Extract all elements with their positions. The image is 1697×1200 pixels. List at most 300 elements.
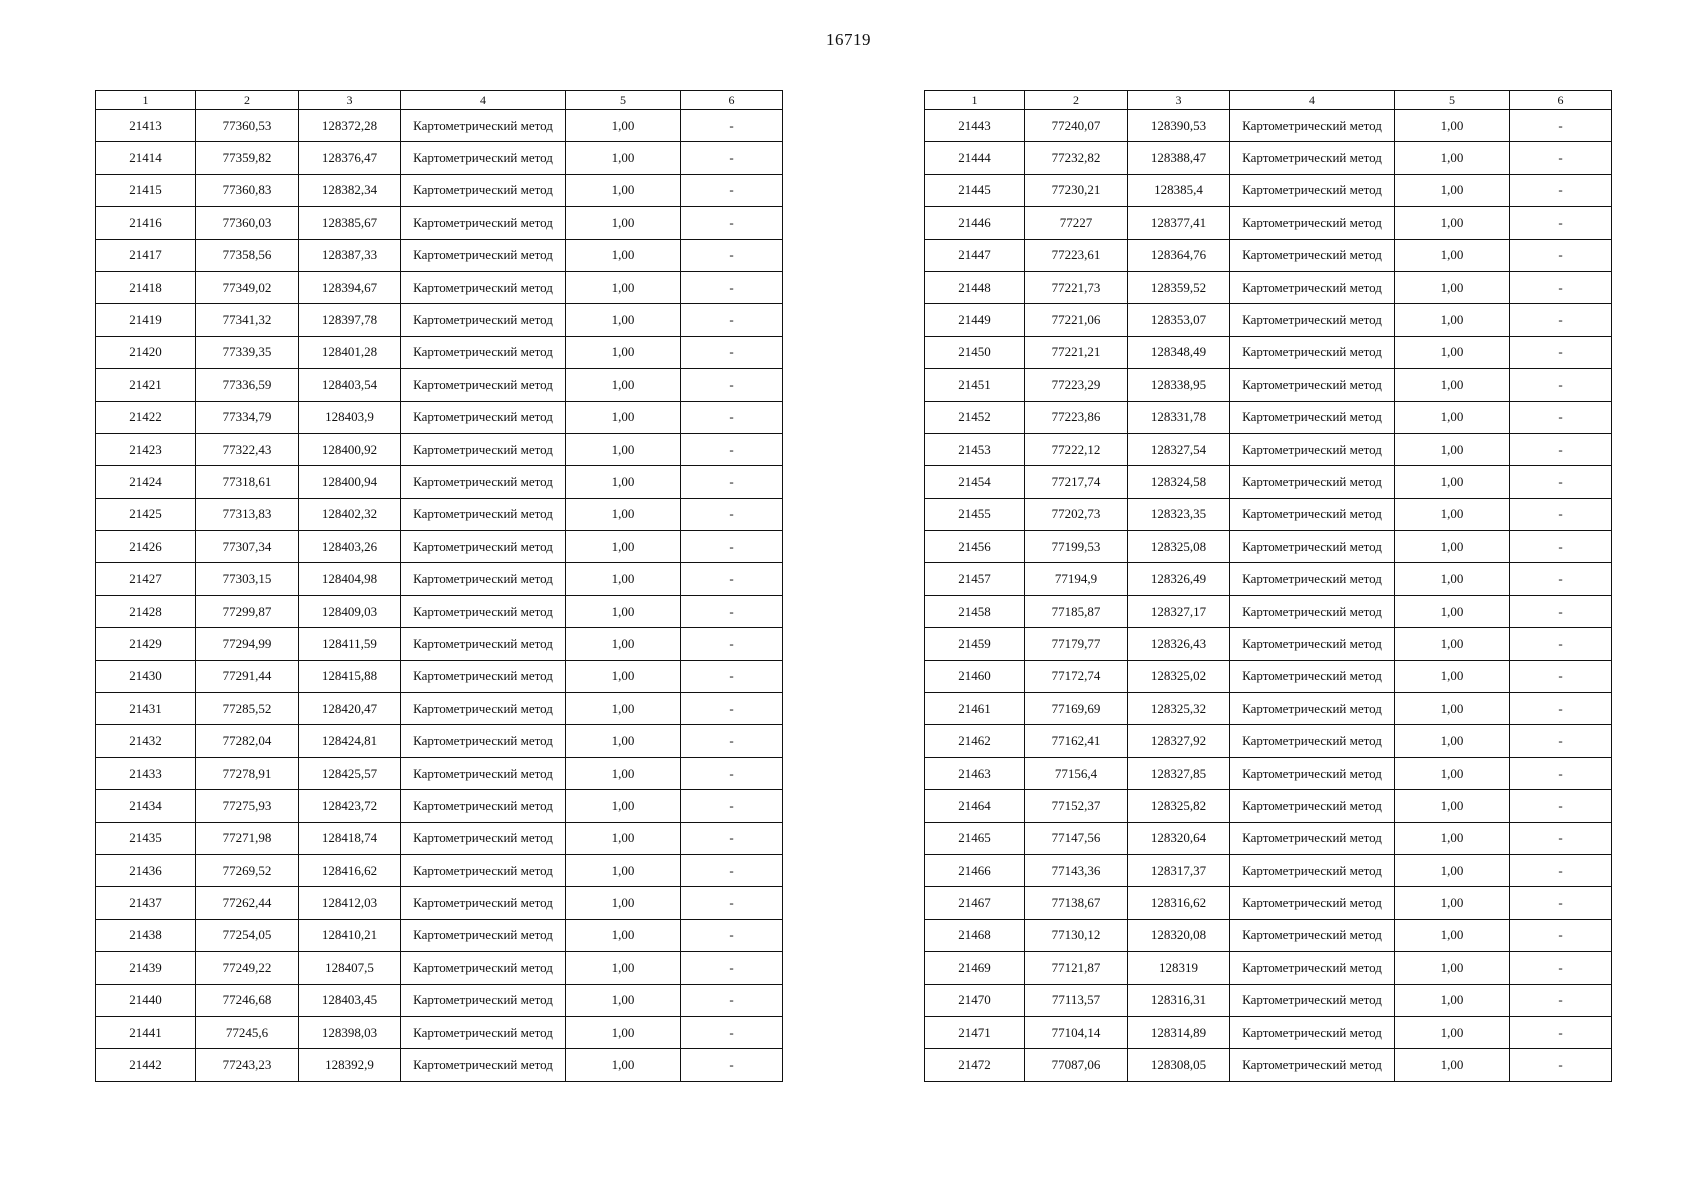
x-coordinate-cell: 77221,06 xyxy=(1025,304,1128,336)
method-cell: Картометрический метод xyxy=(401,142,566,174)
table-row xyxy=(96,466,783,498)
x-coordinate-cell: 77322,43 xyxy=(196,433,299,465)
point-number-cell: 21419 xyxy=(96,304,196,336)
accuracy-cell: 1,00 xyxy=(566,304,681,336)
point-number-cell: 21434 xyxy=(96,790,196,822)
x-coordinate-cell: 77223,61 xyxy=(1025,239,1128,271)
y-coordinate-cell: 128323,35 xyxy=(1128,498,1230,530)
x-coordinate-cell: 77162,41 xyxy=(1025,725,1128,757)
y-coordinate-cell: 128403,9 xyxy=(299,401,401,433)
column-header: 4 xyxy=(401,91,566,110)
description-cell: - xyxy=(681,919,783,951)
point-number-cell: 21460 xyxy=(925,660,1025,692)
point-number-cell: 21451 xyxy=(925,369,1025,401)
description-cell: - xyxy=(1510,174,1612,206)
method-cell: Картометрический метод xyxy=(1230,595,1395,627)
point-number-cell: 21446 xyxy=(925,207,1025,239)
point-number-cell: 21453 xyxy=(925,433,1025,465)
point-number-cell: 21435 xyxy=(96,822,196,854)
y-coordinate-cell: 128325,02 xyxy=(1128,660,1230,692)
x-coordinate-cell: 77138,67 xyxy=(1025,887,1128,919)
x-coordinate-cell: 77360,53 xyxy=(196,110,299,142)
description-cell: - xyxy=(681,207,783,239)
table-row xyxy=(925,142,1612,174)
method-cell: Картометрический метод xyxy=(1230,660,1395,692)
accuracy-cell: 1,00 xyxy=(566,498,681,530)
column-header: 1 xyxy=(96,91,196,110)
y-coordinate-cell: 128425,57 xyxy=(299,757,401,789)
point-number-cell: 21462 xyxy=(925,725,1025,757)
y-coordinate-cell: 128327,17 xyxy=(1128,595,1230,627)
x-coordinate-cell: 77156,4 xyxy=(1025,757,1128,789)
accuracy-cell: 1,00 xyxy=(1395,304,1510,336)
point-number-cell: 21449 xyxy=(925,304,1025,336)
y-coordinate-cell: 128327,92 xyxy=(1128,725,1230,757)
y-coordinate-cell: 128401,28 xyxy=(299,336,401,368)
y-coordinate-cell: 128403,54 xyxy=(299,369,401,401)
accuracy-cell: 1,00 xyxy=(1395,919,1510,951)
description-cell: - xyxy=(681,433,783,465)
y-coordinate-cell: 128327,54 xyxy=(1128,433,1230,465)
accuracy-cell: 1,00 xyxy=(566,174,681,206)
description-cell: - xyxy=(681,1049,783,1081)
accuracy-cell: 1,00 xyxy=(566,110,681,142)
table-row xyxy=(925,110,1612,142)
point-number-cell: 21422 xyxy=(96,401,196,433)
table-row xyxy=(925,757,1612,789)
accuracy-cell: 1,00 xyxy=(1395,887,1510,919)
x-coordinate-cell: 77223,86 xyxy=(1025,401,1128,433)
table-row xyxy=(96,919,783,951)
accuracy-cell: 1,00 xyxy=(566,854,681,886)
description-cell: - xyxy=(681,466,783,498)
y-coordinate-cell: 128385,4 xyxy=(1128,174,1230,206)
accuracy-cell: 1,00 xyxy=(1395,466,1510,498)
description-cell: - xyxy=(1510,628,1612,660)
coordinates-table-right xyxy=(924,90,1612,1082)
point-number-cell: 21414 xyxy=(96,142,196,174)
accuracy-cell: 1,00 xyxy=(1395,433,1510,465)
accuracy-cell: 1,00 xyxy=(566,790,681,822)
description-cell: - xyxy=(1510,887,1612,919)
x-coordinate-cell: 77275,93 xyxy=(196,790,299,822)
column-header: 4 xyxy=(1230,91,1395,110)
point-number-cell: 21452 xyxy=(925,401,1025,433)
accuracy-cell: 1,00 xyxy=(1395,336,1510,368)
method-cell: Картометрический метод xyxy=(401,401,566,433)
x-coordinate-cell: 77227 xyxy=(1025,207,1128,239)
y-coordinate-cell: 128411,59 xyxy=(299,628,401,660)
y-coordinate-cell: 128407,5 xyxy=(299,952,401,984)
method-cell: Картометрический метод xyxy=(401,369,566,401)
x-coordinate-cell: 77299,87 xyxy=(196,595,299,627)
point-number-cell: 21468 xyxy=(925,919,1025,951)
x-coordinate-cell: 77303,15 xyxy=(196,563,299,595)
x-coordinate-cell: 77169,69 xyxy=(1025,693,1128,725)
x-coordinate-cell: 77147,56 xyxy=(1025,822,1128,854)
y-coordinate-cell: 128319 xyxy=(1128,952,1230,984)
point-number-cell: 21424 xyxy=(96,466,196,498)
table-row xyxy=(925,433,1612,465)
table-row xyxy=(96,693,783,725)
y-coordinate-cell: 128410,21 xyxy=(299,919,401,951)
table-row xyxy=(925,822,1612,854)
point-number-cell: 21441 xyxy=(96,1016,196,1048)
accuracy-cell: 1,00 xyxy=(566,239,681,271)
x-coordinate-cell: 77152,37 xyxy=(1025,790,1128,822)
x-coordinate-cell: 77121,87 xyxy=(1025,952,1128,984)
method-cell: Картометрический метод xyxy=(401,110,566,142)
method-cell: Картометрический метод xyxy=(401,822,566,854)
point-number-cell: 21471 xyxy=(925,1016,1025,1048)
method-cell: Картометрический метод xyxy=(1230,887,1395,919)
x-coordinate-cell: 77269,52 xyxy=(196,854,299,886)
point-number-cell: 21456 xyxy=(925,531,1025,563)
method-cell: Картометрический метод xyxy=(401,660,566,692)
method-cell: Картометрический метод xyxy=(401,174,566,206)
table-row xyxy=(96,207,783,239)
x-coordinate-cell: 77245,6 xyxy=(196,1016,299,1048)
table-row xyxy=(96,984,783,1016)
accuracy-cell: 1,00 xyxy=(1395,401,1510,433)
point-number-cell: 21416 xyxy=(96,207,196,239)
description-cell: - xyxy=(1510,498,1612,530)
y-coordinate-cell: 128320,64 xyxy=(1128,822,1230,854)
accuracy-cell: 1,00 xyxy=(1395,854,1510,886)
method-cell: Картометрический метод xyxy=(1230,142,1395,174)
x-coordinate-cell: 77339,35 xyxy=(196,336,299,368)
y-coordinate-cell: 128387,33 xyxy=(299,239,401,271)
x-coordinate-cell: 77336,59 xyxy=(196,369,299,401)
description-cell: - xyxy=(681,142,783,174)
accuracy-cell: 1,00 xyxy=(566,628,681,660)
table-row xyxy=(925,531,1612,563)
x-coordinate-cell: 77221,73 xyxy=(1025,271,1128,303)
table-row xyxy=(925,854,1612,886)
table-row xyxy=(96,369,783,401)
table-row xyxy=(925,887,1612,919)
table-header-row xyxy=(925,91,1612,110)
description-cell: - xyxy=(681,952,783,984)
table-row xyxy=(925,693,1612,725)
accuracy-cell: 1,00 xyxy=(566,466,681,498)
point-number-cell: 21450 xyxy=(925,336,1025,368)
accuracy-cell: 1,00 xyxy=(1395,628,1510,660)
point-number-cell: 21415 xyxy=(96,174,196,206)
method-cell: Картометрический метод xyxy=(401,336,566,368)
x-coordinate-cell: 77202,73 xyxy=(1025,498,1128,530)
accuracy-cell: 1,00 xyxy=(1395,142,1510,174)
description-cell: - xyxy=(681,239,783,271)
point-number-cell: 21432 xyxy=(96,725,196,757)
table-row xyxy=(96,239,783,271)
table-row xyxy=(925,628,1612,660)
x-coordinate-cell: 77172,74 xyxy=(1025,660,1128,692)
x-coordinate-cell: 77282,04 xyxy=(196,725,299,757)
description-cell: - xyxy=(681,369,783,401)
y-coordinate-cell: 128377,41 xyxy=(1128,207,1230,239)
point-number-cell: 21438 xyxy=(96,919,196,951)
point-number-cell: 21458 xyxy=(925,595,1025,627)
x-coordinate-cell: 77291,44 xyxy=(196,660,299,692)
accuracy-cell: 1,00 xyxy=(1395,790,1510,822)
method-cell: Картометрический метод xyxy=(401,207,566,239)
accuracy-cell: 1,00 xyxy=(566,693,681,725)
description-cell: - xyxy=(1510,660,1612,692)
point-number-cell: 21461 xyxy=(925,693,1025,725)
point-number-cell: 21469 xyxy=(925,952,1025,984)
accuracy-cell: 1,00 xyxy=(1395,693,1510,725)
accuracy-cell: 1,00 xyxy=(1395,174,1510,206)
table-row xyxy=(925,207,1612,239)
x-coordinate-cell: 77143,36 xyxy=(1025,854,1128,886)
table-row xyxy=(925,919,1612,951)
accuracy-cell: 1,00 xyxy=(1395,271,1510,303)
accuracy-cell: 1,00 xyxy=(1395,984,1510,1016)
description-cell: - xyxy=(1510,984,1612,1016)
point-number-cell: 21455 xyxy=(925,498,1025,530)
accuracy-cell: 1,00 xyxy=(566,1049,681,1081)
point-number-cell: 21459 xyxy=(925,628,1025,660)
point-number-cell: 21442 xyxy=(96,1049,196,1081)
y-coordinate-cell: 128409,03 xyxy=(299,595,401,627)
description-cell: - xyxy=(1510,466,1612,498)
accuracy-cell: 1,00 xyxy=(566,984,681,1016)
method-cell: Картометрический метод xyxy=(401,563,566,595)
y-coordinate-cell: 128359,52 xyxy=(1128,271,1230,303)
method-cell: Картометрический метод xyxy=(401,757,566,789)
table-row xyxy=(96,952,783,984)
method-cell: Картометрический метод xyxy=(401,433,566,465)
point-number-cell: 21433 xyxy=(96,757,196,789)
y-coordinate-cell: 128403,26 xyxy=(299,531,401,563)
y-coordinate-cell: 128404,98 xyxy=(299,563,401,595)
accuracy-cell: 1,00 xyxy=(1395,498,1510,530)
description-cell: - xyxy=(681,887,783,919)
description-cell: - xyxy=(681,174,783,206)
point-number-cell: 21447 xyxy=(925,239,1025,271)
description-cell: - xyxy=(681,660,783,692)
column-header: 3 xyxy=(1128,91,1230,110)
point-number-cell: 21466 xyxy=(925,854,1025,886)
accuracy-cell: 1,00 xyxy=(1395,822,1510,854)
table-row xyxy=(925,336,1612,368)
method-cell: Картометрический метод xyxy=(401,304,566,336)
y-coordinate-cell: 128424,81 xyxy=(299,725,401,757)
y-coordinate-cell: 128316,62 xyxy=(1128,887,1230,919)
y-coordinate-cell: 128400,94 xyxy=(299,466,401,498)
x-coordinate-cell: 77104,14 xyxy=(1025,1016,1128,1048)
y-coordinate-cell: 128388,47 xyxy=(1128,142,1230,174)
y-coordinate-cell: 128316,31 xyxy=(1128,984,1230,1016)
accuracy-cell: 1,00 xyxy=(566,401,681,433)
x-coordinate-cell: 77185,87 xyxy=(1025,595,1128,627)
y-coordinate-cell: 128382,34 xyxy=(299,174,401,206)
table-row xyxy=(925,401,1612,433)
description-cell: - xyxy=(1510,563,1612,595)
y-coordinate-cell: 128331,78 xyxy=(1128,401,1230,433)
column-header: 2 xyxy=(1025,91,1128,110)
accuracy-cell: 1,00 xyxy=(1395,952,1510,984)
table-row xyxy=(96,498,783,530)
method-cell: Картометрический метод xyxy=(1230,466,1395,498)
point-number-cell: 21467 xyxy=(925,887,1025,919)
table-row xyxy=(925,660,1612,692)
point-number-cell: 21418 xyxy=(96,271,196,303)
method-cell: Картометрический метод xyxy=(1230,984,1395,1016)
table-row xyxy=(96,595,783,627)
description-cell: - xyxy=(681,401,783,433)
y-coordinate-cell: 128326,49 xyxy=(1128,563,1230,595)
table-row xyxy=(96,304,783,336)
accuracy-cell: 1,00 xyxy=(1395,1016,1510,1048)
method-cell: Картометрический метод xyxy=(1230,174,1395,206)
point-number-cell: 21439 xyxy=(96,952,196,984)
column-header: 6 xyxy=(681,91,783,110)
accuracy-cell: 1,00 xyxy=(566,1016,681,1048)
method-cell: Картометрический метод xyxy=(1230,725,1395,757)
method-cell: Картометрический метод xyxy=(401,271,566,303)
description-cell: - xyxy=(681,725,783,757)
description-cell: - xyxy=(1510,531,1612,563)
x-coordinate-cell: 77194,9 xyxy=(1025,563,1128,595)
description-cell: - xyxy=(681,790,783,822)
description-cell: - xyxy=(1510,822,1612,854)
table-row xyxy=(96,1016,783,1048)
accuracy-cell: 1,00 xyxy=(566,822,681,854)
accuracy-cell: 1,00 xyxy=(1395,531,1510,563)
x-coordinate-cell: 77130,12 xyxy=(1025,919,1128,951)
description-cell: - xyxy=(681,336,783,368)
table-row xyxy=(925,498,1612,530)
description-cell: - xyxy=(681,110,783,142)
method-cell: Картометрический метод xyxy=(401,790,566,822)
table-row xyxy=(96,887,783,919)
description-cell: - xyxy=(681,854,783,886)
point-number-cell: 21465 xyxy=(925,822,1025,854)
method-cell: Картометрический метод xyxy=(1230,369,1395,401)
table-row xyxy=(96,1049,783,1081)
table-row xyxy=(96,271,783,303)
point-number-cell: 21448 xyxy=(925,271,1025,303)
description-cell: - xyxy=(1510,1016,1612,1048)
table-row xyxy=(96,790,783,822)
table-row xyxy=(925,271,1612,303)
y-coordinate-cell: 128394,67 xyxy=(299,271,401,303)
description-cell: - xyxy=(1510,952,1612,984)
x-coordinate-cell: 77240,07 xyxy=(1025,110,1128,142)
accuracy-cell: 1,00 xyxy=(566,369,681,401)
description-cell: - xyxy=(1510,693,1612,725)
method-cell: Картометрический метод xyxy=(401,984,566,1016)
point-number-cell: 21463 xyxy=(925,757,1025,789)
point-number-cell: 21445 xyxy=(925,174,1025,206)
table-row xyxy=(96,433,783,465)
method-cell: Картометрический метод xyxy=(1230,110,1395,142)
point-number-cell: 21443 xyxy=(925,110,1025,142)
table-row xyxy=(925,1049,1612,1081)
x-coordinate-cell: 77221,21 xyxy=(1025,336,1128,368)
table-row xyxy=(96,336,783,368)
method-cell: Картометрический метод xyxy=(401,595,566,627)
point-number-cell: 21437 xyxy=(96,887,196,919)
x-coordinate-cell: 77334,79 xyxy=(196,401,299,433)
accuracy-cell: 1,00 xyxy=(566,433,681,465)
method-cell: Картометрический метод xyxy=(1230,531,1395,563)
description-cell: - xyxy=(681,693,783,725)
method-cell: Картометрический метод xyxy=(1230,239,1395,271)
x-coordinate-cell: 77349,02 xyxy=(196,271,299,303)
description-cell: - xyxy=(1510,336,1612,368)
description-cell: - xyxy=(1510,854,1612,886)
point-number-cell: 21423 xyxy=(96,433,196,465)
column-header: 3 xyxy=(299,91,401,110)
x-coordinate-cell: 77318,61 xyxy=(196,466,299,498)
method-cell: Картометрический метод xyxy=(1230,563,1395,595)
table-row xyxy=(96,725,783,757)
table-row xyxy=(96,822,783,854)
y-coordinate-cell: 128325,82 xyxy=(1128,790,1230,822)
point-number-cell: 21470 xyxy=(925,984,1025,1016)
method-cell: Картометрический метод xyxy=(401,693,566,725)
page-number: 16719 xyxy=(826,30,871,49)
accuracy-cell: 1,00 xyxy=(566,757,681,789)
y-coordinate-cell: 128308,05 xyxy=(1128,1049,1230,1081)
x-coordinate-cell: 77113,57 xyxy=(1025,984,1128,1016)
y-coordinate-cell: 128412,03 xyxy=(299,887,401,919)
y-coordinate-cell: 128372,28 xyxy=(299,110,401,142)
y-coordinate-cell: 128402,32 xyxy=(299,498,401,530)
column-header: 2 xyxy=(196,91,299,110)
x-coordinate-cell: 77223,29 xyxy=(1025,369,1128,401)
x-coordinate-cell: 77179,77 xyxy=(1025,628,1128,660)
y-coordinate-cell: 128420,47 xyxy=(299,693,401,725)
x-coordinate-cell: 77313,83 xyxy=(196,498,299,530)
x-coordinate-cell: 77254,05 xyxy=(196,919,299,951)
point-number-cell: 21421 xyxy=(96,369,196,401)
description-cell: - xyxy=(681,595,783,627)
method-cell: Картометрический метод xyxy=(1230,1016,1395,1048)
description-cell: - xyxy=(1510,207,1612,239)
y-coordinate-cell: 128325,08 xyxy=(1128,531,1230,563)
method-cell: Картометрический метод xyxy=(1230,271,1395,303)
description-cell: - xyxy=(1510,142,1612,174)
x-coordinate-cell: 77360,83 xyxy=(196,174,299,206)
y-coordinate-cell: 128326,43 xyxy=(1128,628,1230,660)
table-row xyxy=(925,466,1612,498)
point-number-cell: 21428 xyxy=(96,595,196,627)
y-coordinate-cell: 128338,95 xyxy=(1128,369,1230,401)
method-cell: Картометрический метод xyxy=(1230,433,1395,465)
y-coordinate-cell: 128403,45 xyxy=(299,984,401,1016)
y-coordinate-cell: 128423,72 xyxy=(299,790,401,822)
description-cell: - xyxy=(1510,110,1612,142)
coordinates-table-left xyxy=(95,90,783,1082)
accuracy-cell: 1,00 xyxy=(1395,110,1510,142)
x-coordinate-cell: 77271,98 xyxy=(196,822,299,854)
table-row xyxy=(96,660,783,692)
column-header: 5 xyxy=(566,91,681,110)
x-coordinate-cell: 77246,68 xyxy=(196,984,299,1016)
method-cell: Картометрический метод xyxy=(1230,498,1395,530)
accuracy-cell: 1,00 xyxy=(566,336,681,368)
table-row xyxy=(96,757,783,789)
description-cell: - xyxy=(1510,271,1612,303)
method-cell: Картометрический метод xyxy=(1230,207,1395,239)
point-number-cell: 21420 xyxy=(96,336,196,368)
table-row xyxy=(925,304,1612,336)
x-coordinate-cell: 77359,82 xyxy=(196,142,299,174)
